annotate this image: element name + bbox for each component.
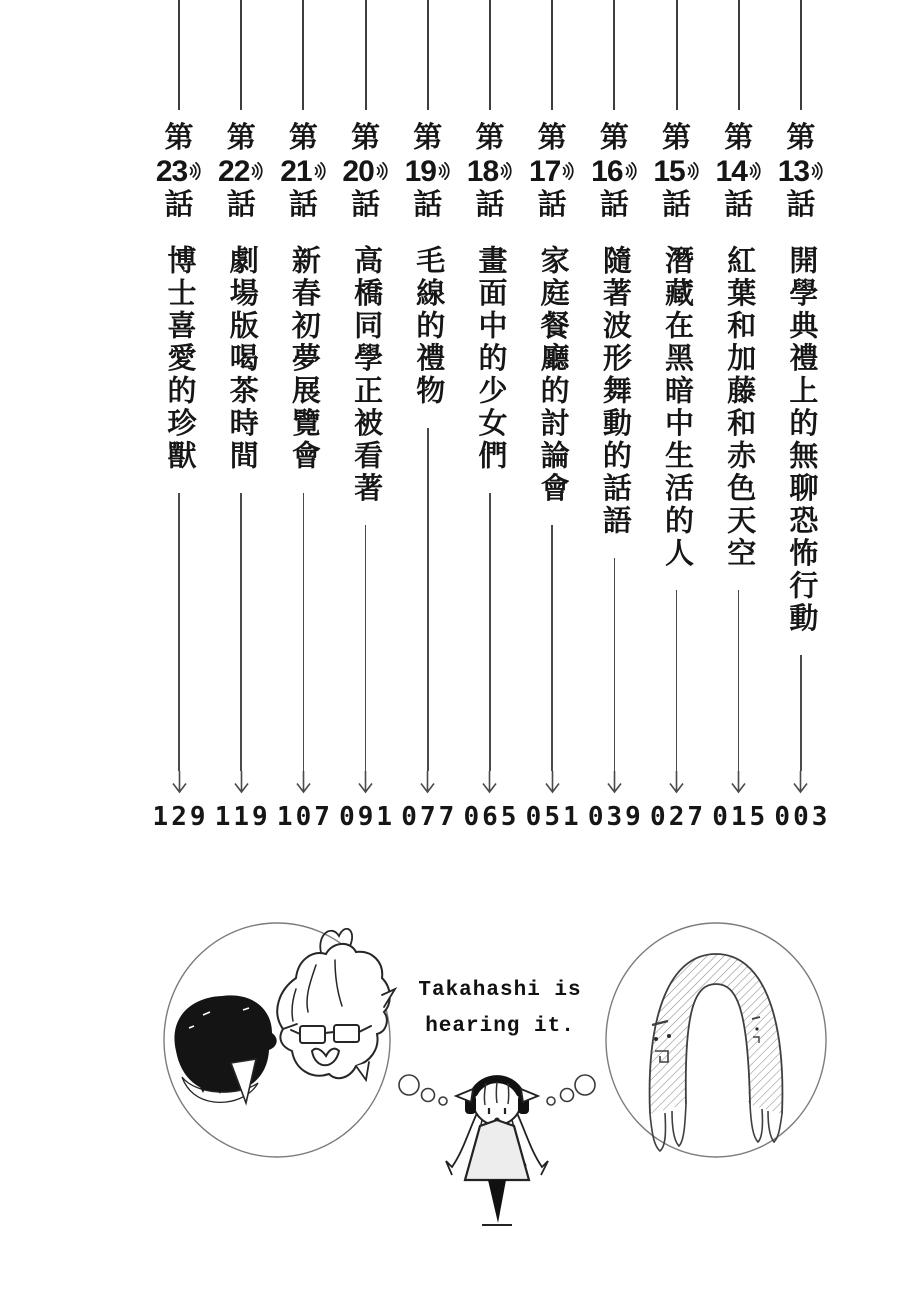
chapter-number-label xyxy=(280,123,326,221)
page-number: 077 xyxy=(401,802,458,832)
chapter-number-row xyxy=(529,155,575,189)
chapter-suffix: 話 xyxy=(599,189,629,221)
caption-line-1: Takahashi is xyxy=(418,979,582,1002)
sound-waves-icon xyxy=(375,159,389,183)
chapter-prefix: 第 xyxy=(413,122,443,154)
leader-line xyxy=(676,590,678,771)
top-rule-line xyxy=(365,0,367,110)
chapter-prefix: 第 xyxy=(724,122,754,154)
page-number: 003 xyxy=(774,802,831,832)
chapter-suffix: 話 xyxy=(662,189,692,221)
toc-chapter-column xyxy=(583,0,645,834)
down-arrow-icon xyxy=(730,771,747,794)
chapter-number-label xyxy=(716,123,762,221)
chapter-prefix: 第 xyxy=(351,122,381,154)
chapter-number-row xyxy=(653,155,699,189)
top-rule-line xyxy=(738,0,740,110)
down-arrow-icon xyxy=(171,771,188,794)
chapter-number-row xyxy=(280,155,326,189)
chapter-prefix: 第 xyxy=(662,122,692,154)
leader-line xyxy=(551,525,553,771)
chapter-number-row xyxy=(591,155,637,189)
sound-waves-icon xyxy=(561,159,575,183)
chapter-prefix: 第 xyxy=(164,122,194,154)
sound-waves-icon xyxy=(810,159,824,183)
chapter-number-label xyxy=(342,123,388,221)
leader-line xyxy=(365,525,367,771)
leader-line xyxy=(240,493,242,772)
top-rule-line xyxy=(613,0,615,110)
glasses-person-face xyxy=(277,929,395,1080)
chapter-suffix: 話 xyxy=(537,189,567,221)
chapter-suffix: 話 xyxy=(226,189,256,221)
chapter-number-row xyxy=(778,155,824,189)
chapter-number: 17 xyxy=(528,155,561,188)
leader-line xyxy=(738,590,740,771)
down-arrow-icon xyxy=(668,771,685,794)
sound-waves-icon xyxy=(748,159,762,183)
sound-waves-icon xyxy=(499,159,513,183)
dress xyxy=(465,1120,529,1180)
footer-illustration xyxy=(0,899,900,1299)
page-number: 065 xyxy=(463,802,520,832)
page-number: 107 xyxy=(276,802,333,832)
top-rule-line xyxy=(800,0,802,110)
down-arrow-icon xyxy=(295,771,312,794)
chapter-number: 14 xyxy=(715,155,747,188)
sound-waves-icon xyxy=(250,159,264,183)
caption-text xyxy=(380,973,620,1045)
headphones-drawing xyxy=(650,954,783,1151)
chapter-title: 毛線的禮物 xyxy=(412,245,445,408)
top-rule-line xyxy=(427,0,429,110)
chapter-number: 16 xyxy=(591,155,623,188)
chapter-number: 23 xyxy=(155,155,188,188)
chapter-suffix: 話 xyxy=(351,189,381,221)
down-arrow-icon xyxy=(357,771,374,794)
toc-chapter-column xyxy=(459,0,521,834)
chapter-number-row xyxy=(218,155,264,189)
top-rule-line xyxy=(489,0,491,110)
chapter-suffix: 話 xyxy=(786,189,816,221)
chapter-number-label xyxy=(529,123,575,221)
toc-chapter-column xyxy=(397,0,459,834)
chapter-number: 20 xyxy=(342,155,374,188)
down-arrow-icon xyxy=(606,771,623,794)
top-rule-line xyxy=(240,0,242,110)
chapter-suffix: 話 xyxy=(164,189,194,221)
chapter-title: 家庭餐廳的討論會 xyxy=(536,245,569,505)
chapter-title: 博士喜愛的珍獸 xyxy=(163,245,196,473)
chapter-number-label xyxy=(467,123,513,221)
leader-line xyxy=(489,493,491,772)
dark-haired-boy-face xyxy=(174,995,276,1103)
chapter-suffix: 話 xyxy=(724,189,754,221)
chapter-number-label xyxy=(778,123,824,221)
toc-chapter-column xyxy=(645,0,707,834)
caption-line-2: hearing it. xyxy=(425,1015,575,1038)
chapter-prefix: 第 xyxy=(226,122,256,154)
top-rule-line xyxy=(302,0,304,110)
chapter-number: 18 xyxy=(466,155,499,188)
chapter-prefix: 第 xyxy=(537,122,567,154)
leader-line xyxy=(614,558,616,772)
girl-listening-figure xyxy=(446,1077,548,1225)
toc-columns xyxy=(148,0,832,834)
top-rule-line xyxy=(551,0,553,110)
right-thought-bubble xyxy=(606,923,826,1157)
illustration-scene xyxy=(0,899,900,1299)
down-arrow-icon xyxy=(233,771,250,794)
chapter-number-row xyxy=(405,155,451,189)
chapter-number: 15 xyxy=(653,155,685,188)
down-arrow-icon xyxy=(544,771,561,794)
page-number: 119 xyxy=(214,802,271,832)
chapter-number-row xyxy=(467,155,513,189)
chapter-number-label xyxy=(405,123,451,221)
chapter-title: 潛藏在黑暗中生活的人 xyxy=(661,245,694,570)
toc-chapter-column xyxy=(335,0,397,834)
sound-waves-icon xyxy=(313,159,327,183)
chapter-number-row xyxy=(342,155,388,189)
page-number: 015 xyxy=(712,802,769,832)
chapter-title: 高橋同學正被看著 xyxy=(350,245,383,505)
page-number: 129 xyxy=(152,802,209,832)
chapter-number-label xyxy=(218,123,264,221)
down-arrow-icon xyxy=(481,771,498,794)
down-arrow-icon xyxy=(792,771,809,794)
sound-waves-icon xyxy=(624,159,638,183)
chapter-number: 21 xyxy=(280,155,312,188)
toc-chapter-column xyxy=(521,0,583,834)
chapter-number: 22 xyxy=(218,155,250,188)
toc-chapter-column xyxy=(210,0,272,834)
toc-chapter-column xyxy=(148,0,210,834)
chapter-number: 13 xyxy=(777,155,810,188)
chapter-prefix: 第 xyxy=(475,122,505,154)
chapter-suffix: 話 xyxy=(288,189,318,221)
chapter-number: 19 xyxy=(404,155,436,188)
page-number: 051 xyxy=(525,802,582,832)
toc-chapter-column xyxy=(770,0,832,834)
chapter-number-row xyxy=(156,155,202,189)
leader-line xyxy=(800,655,802,771)
sound-waves-icon xyxy=(437,159,451,183)
leader-line xyxy=(427,428,429,772)
chapter-number-label xyxy=(156,123,202,221)
chapter-suffix: 話 xyxy=(475,189,505,221)
chapter-title: 畫面中的少女們 xyxy=(474,245,507,473)
left-thought-bubble xyxy=(164,923,395,1157)
chapter-title: 紅葉和加藤和赤色天空 xyxy=(723,245,756,570)
chapter-prefix: 第 xyxy=(288,122,318,154)
down-arrow-icon xyxy=(419,771,436,794)
chapter-title: 開學典禮上的無聊恐怖行動 xyxy=(785,245,818,635)
top-rule-line xyxy=(676,0,678,110)
chapter-title: 劇場版喝茶時間 xyxy=(225,245,258,473)
chapter-prefix: 第 xyxy=(786,122,816,154)
sound-waves-icon xyxy=(686,159,700,183)
leader-line xyxy=(178,493,180,772)
chapter-title: 隨著波形舞動的話語 xyxy=(598,245,631,538)
chapter-number-label xyxy=(591,123,637,221)
top-rule-line xyxy=(178,0,180,110)
chapter-number-row xyxy=(716,155,762,189)
page-number: 091 xyxy=(339,802,396,832)
leader-line xyxy=(303,493,305,772)
chapter-title: 新春初夢展覽會 xyxy=(287,245,320,473)
toc-chapter-column xyxy=(272,0,334,834)
toc-chapter-column xyxy=(708,0,770,834)
chapter-suffix: 話 xyxy=(413,189,443,221)
chapter-prefix: 第 xyxy=(599,122,629,154)
page-number: 039 xyxy=(587,802,644,832)
page-number: 027 xyxy=(650,802,707,832)
chapter-number-label xyxy=(653,123,699,221)
sound-waves-icon xyxy=(188,159,202,183)
